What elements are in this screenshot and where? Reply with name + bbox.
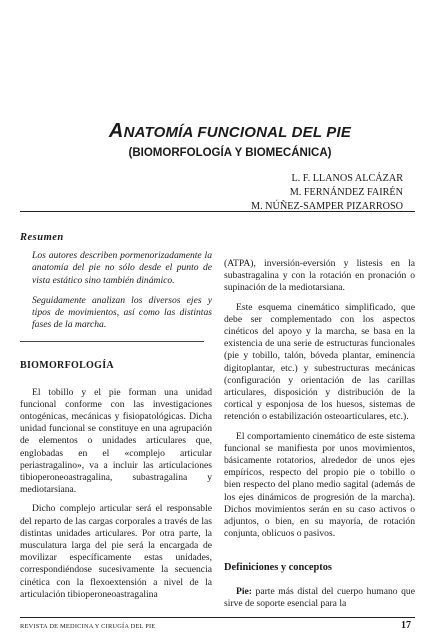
left-paragraph-1: El tobillo y el pie forman una unidad funcional conforme con las investigaciones ontogénicas, mecánicas y fisiopatológicas. Dicha unidad funcional se constituye en una agrupación de elementos o unidades articulares que, englobadas en el «complejo articular periastragalino», va a incluir las articulaciones tibioperoneoastragalina, subastragalina y mediotarsiana. <box>20 386 212 496</box>
abstract-body <box>20 250 212 331</box>
article-title <box>40 120 420 143</box>
author-2: M. FERNÁNDEZ FAIRÉN <box>289 186 403 198</box>
left-body <box>20 387 212 601</box>
right-paragraph-4 <box>224 586 415 610</box>
abstract-heading: Resumen <box>20 232 64 243</box>
article-subtitle: (BIOMORFOLOGÍA Y BIOMECÁNICA) <box>128 147 332 159</box>
term-pie-definition: parte más distal del cuerpo humano que sirve de soporte esencial para la <box>224 585 415 609</box>
right-column <box>224 258 415 610</box>
journal-name: REVISTA DE MEDICINA Y CIRUGÍA DEL PIE <box>20 623 156 630</box>
section-heading-definiciones: Definiciones y conceptos <box>224 562 332 574</box>
term-pie: Pie: <box>236 585 252 597</box>
right-paragraph-2: Este esquema cinemático simplificado, que debe ser complementado con los aspectos cinéticos del apoyo y la marcha, se basa en la existencia de una serie de estructuras funcionales (pie y tobillo, talón, bóveda plantar, eminencia digitoplantar, etc.) y subestructuras mecánicas (configuración y orientación de las carillas articulares, disposición y distribución de la cortical y esponjosa de los huesos, sistemas de retención o estabilización osteoarticulares, etc.). <box>224 301 415 423</box>
left-column <box>20 232 212 601</box>
title-text: NATOMÍA FUNCIONAL DEL PIE <box>123 124 352 141</box>
page-number: 17 <box>401 620 411 631</box>
section-heading-biomorfologia: BIOMORFOLOGÍA <box>20 360 114 372</box>
footer-divider <box>20 617 415 618</box>
title-initial: A <box>108 120 124 142</box>
abstract-paragraph-2: Seguidamente analizan los diversos ejes y tipos de movimientos, así como las distintas fases de la marcha. <box>32 294 212 331</box>
header-divider <box>20 211 415 212</box>
author-list <box>251 172 403 213</box>
author-3: M. NÚÑEZ-SAMPER PIZARROSO <box>251 200 403 212</box>
right-body-2 <box>224 586 415 610</box>
right-paragraph-1: (ATPA), inversión-eversión y listesis en la subastragalina y con la rotación en pronación o supinación de la mediotarsiana. <box>224 258 415 294</box>
right-paragraph-3: El comportamiento cinemático de este sistema funcional se manifiesta por unos movimientos, básicamente rotatorios, alrededor de unos ejes empíricos, respecto del propio pie o tobillo o bien respecto del plano medio sagital (además de los ejes dinámicos de progresión de la marcha). Dichos movimientos serán en su caso activos o adjuntos, o bien, en su mayoría, de rotación conjunta, oblicuos o pasivos. <box>224 430 415 540</box>
author-1: L. F. LLANOS ALCÁZAR <box>291 173 403 184</box>
abstract-divider <box>20 341 204 342</box>
left-paragraph-2: Dicho complejo articular será el responsable del reparto de las cargas corporales a través de las distintas unidades articulares. Por otra parte, la musculatura larga del pie será la encargada de movilizar específicamente estas unidades, correspondiéndose sucesivamente la secuencia cinética con la flexoextensión a nivel de la articulación tibioperoneoastragalina <box>20 503 212 600</box>
right-body <box>224 258 415 540</box>
abstract-paragraph-1: Los autores describen pormenorizadamente la anatomía del pie no sólo desde el punto de vista estático sino también dinámico. <box>32 250 212 286</box>
